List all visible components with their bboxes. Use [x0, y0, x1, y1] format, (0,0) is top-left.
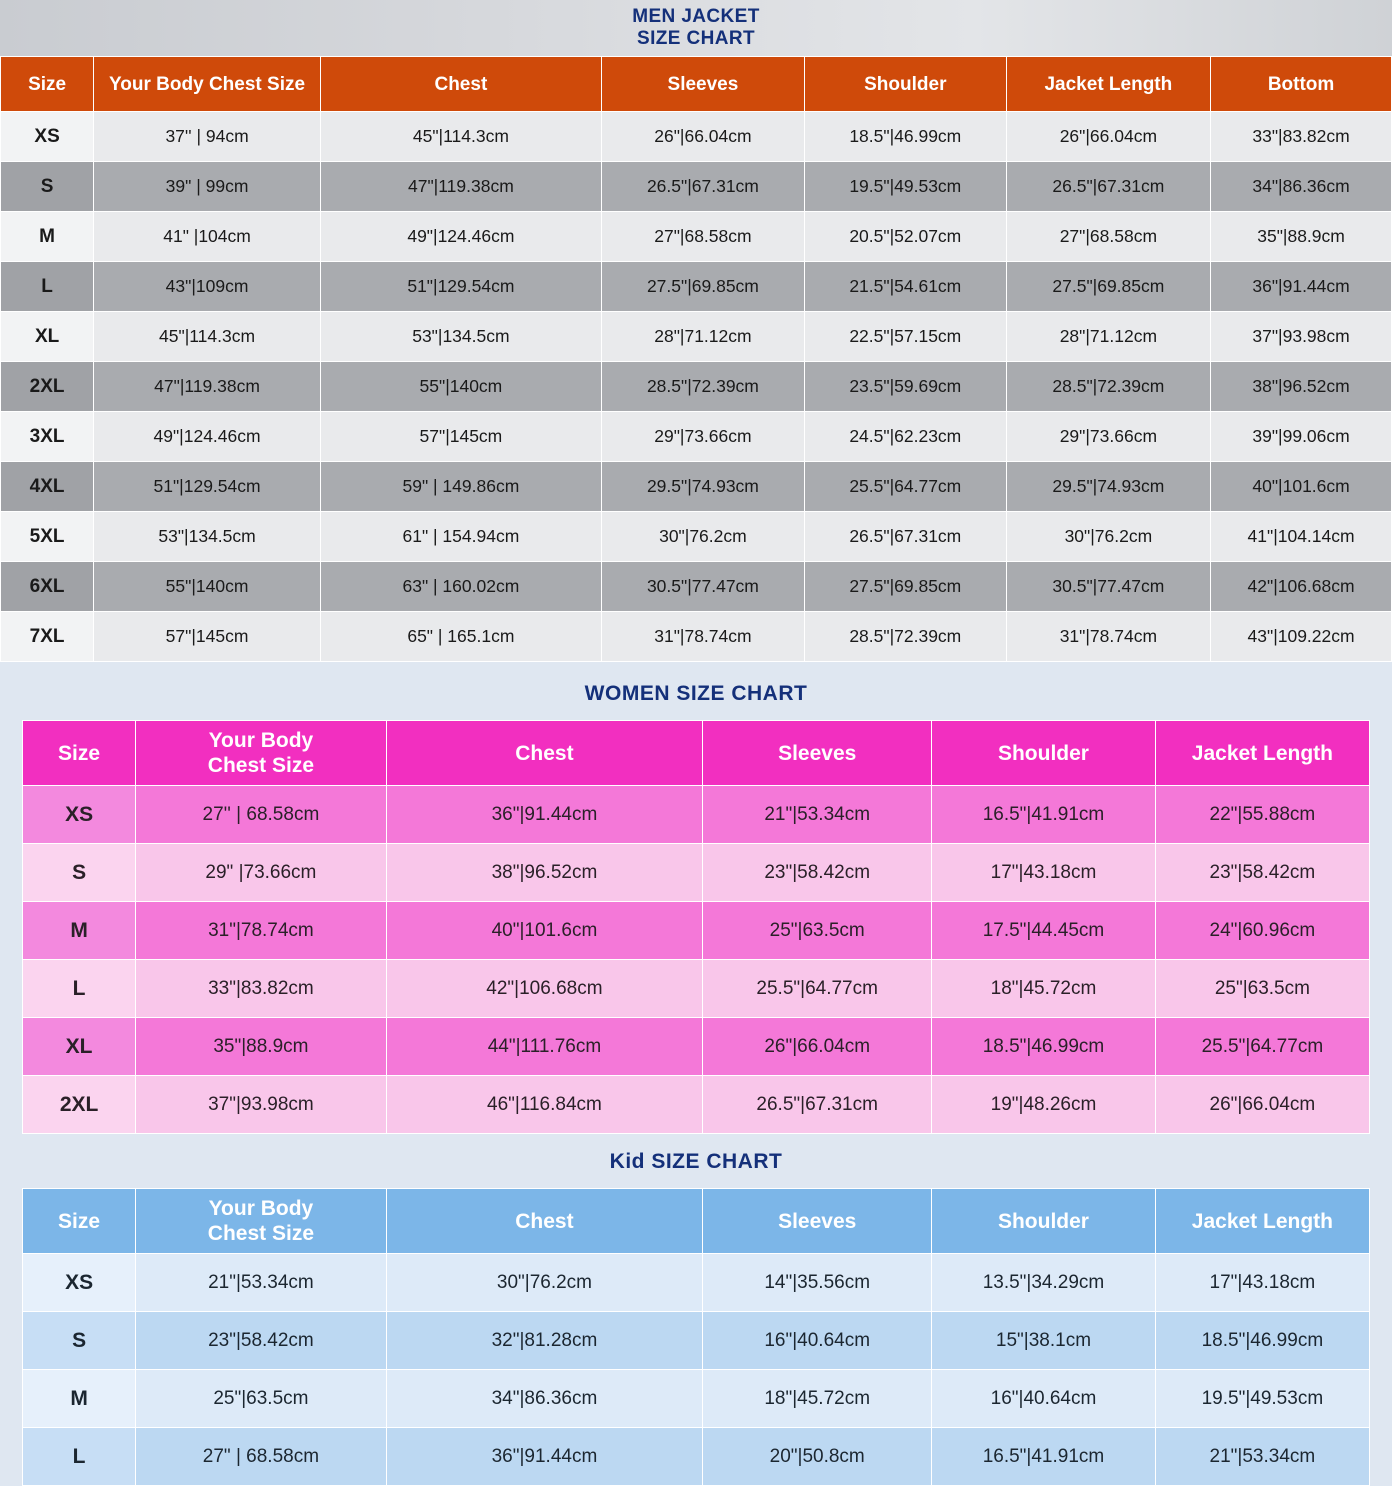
kid-cell-size: L	[23, 1428, 136, 1486]
women-cell-size: M	[23, 902, 136, 960]
women-cell-size: XS	[23, 786, 136, 844]
men-cell-jacket-length: 30.5"|77.47cm	[1006, 562, 1210, 612]
women-cell-sleeves: 26"|66.04cm	[703, 1018, 932, 1076]
men-cell-bottom: 42"|106.68cm	[1211, 562, 1392, 612]
men-cell-sleeves: 29.5"|74.93cm	[601, 462, 804, 512]
men-cell-size: 3XL	[1, 412, 94, 462]
women-cell-size: XL	[23, 1018, 136, 1076]
men-header-body-chest-size: Your Body Chest Size	[94, 57, 321, 112]
kid-table-body	[23, 1254, 1370, 1486]
kid-cell-shoulder: 13.5"|34.29cm	[932, 1254, 1156, 1312]
women-cell-jacket-length: 26"|66.04cm	[1155, 1076, 1369, 1134]
men-cell-chest: 61" | 154.94cm	[320, 512, 601, 562]
women-cell-body-chest: 29" |73.66cm	[136, 844, 387, 902]
men-cell-chest: 51"|129.54cm	[320, 262, 601, 312]
women-cell-sleeves: 26.5"|67.31cm	[703, 1076, 932, 1134]
men-header-jacket-length: Jacket Length	[1006, 57, 1210, 112]
table-row	[23, 1018, 1370, 1076]
kid-cell-body-chest: 25"|63.5cm	[136, 1370, 387, 1428]
men-cell-shoulder: 27.5"|69.85cm	[804, 562, 1006, 612]
men-cell-bottom: 40"|101.6cm	[1211, 462, 1392, 512]
women-cell-sleeves: 25"|63.5cm	[703, 902, 932, 960]
women-cell-jacket-length: 25"|63.5cm	[1155, 960, 1369, 1018]
men-cell-chest: 49"|124.46cm	[320, 212, 601, 262]
women-cell-sleeves: 25.5"|64.77cm	[703, 960, 932, 1018]
women-cell-body-chest: 37"|93.98cm	[136, 1076, 387, 1134]
men-size-table	[0, 56, 1392, 662]
kid-cell-body-chest: 21"|53.34cm	[136, 1254, 387, 1312]
men-cell-jacket-length: 30"|76.2cm	[1006, 512, 1210, 562]
men-table-header-row	[1, 57, 1392, 112]
table-row	[1, 162, 1392, 212]
kid-header-sleeves: Sleeves	[703, 1189, 932, 1254]
men-cell-body-chest: 47"|119.38cm	[94, 362, 321, 412]
women-cell-shoulder: 17.5"|44.45cm	[932, 902, 1156, 960]
kid-header-shoulder: Shoulder	[932, 1189, 1156, 1254]
men-cell-jacket-length: 27.5"|69.85cm	[1006, 262, 1210, 312]
men-cell-sleeves: 29"|73.66cm	[601, 412, 804, 462]
men-cell-jacket-length: 27"|68.58cm	[1006, 212, 1210, 262]
men-cell-chest: 65" | 165.1cm	[320, 612, 601, 662]
men-cell-chest: 63" | 160.02cm	[320, 562, 601, 612]
women-cell-shoulder: 18.5"|46.99cm	[932, 1018, 1156, 1076]
kid-cell-sleeves: 16"|40.64cm	[703, 1312, 932, 1370]
women-header-shoulder: Shoulder	[932, 721, 1156, 786]
women-cell-chest: 38"|96.52cm	[386, 844, 703, 902]
men-cell-size: M	[1, 212, 94, 262]
men-cell-bottom: 33"|83.82cm	[1211, 112, 1392, 162]
men-cell-shoulder: 24.5"|62.23cm	[804, 412, 1006, 462]
women-cell-body-chest: 33"|83.82cm	[136, 960, 387, 1018]
table-row	[1, 412, 1392, 462]
men-cell-size: 6XL	[1, 562, 94, 612]
men-cell-body-chest: 55"|140cm	[94, 562, 321, 612]
women-cell-chest: 36"|91.44cm	[386, 786, 703, 844]
kid-cell-jacket-length: 17"|43.18cm	[1155, 1254, 1369, 1312]
men-cell-sleeves: 27.5"|69.85cm	[601, 262, 804, 312]
men-cell-body-chest: 43"|109cm	[94, 262, 321, 312]
table-row	[23, 1312, 1370, 1370]
women-table-header-row	[23, 721, 1370, 786]
men-cell-shoulder: 22.5"|57.15cm	[804, 312, 1006, 362]
men-header-shoulder: Shoulder	[804, 57, 1006, 112]
kid-cell-body-chest: 27" | 68.58cm	[136, 1428, 387, 1486]
men-header-chest: Chest	[320, 57, 601, 112]
kid-cell-size: S	[23, 1312, 136, 1370]
men-cell-body-chest: 41" |104cm	[94, 212, 321, 262]
men-header-size: Size	[1, 57, 94, 112]
women-header-sleeves: Sleeves	[703, 721, 932, 786]
kid-header-size: Size	[23, 1189, 136, 1254]
women-cell-jacket-length: 23"|58.42cm	[1155, 844, 1369, 902]
men-cell-jacket-length: 31"|78.74cm	[1006, 612, 1210, 662]
men-cell-body-chest: 49"|124.46cm	[94, 412, 321, 462]
men-chart-title-line1: MEN JACKET	[632, 6, 760, 27]
women-size-table	[22, 720, 1370, 1134]
kid-cell-chest: 32"|81.28cm	[386, 1312, 703, 1370]
kid-cell-body-chest: 23"|58.42cm	[136, 1312, 387, 1370]
women-header-chest: Chest	[386, 721, 703, 786]
women-cell-chest: 44"|111.76cm	[386, 1018, 703, 1076]
men-cell-bottom: 37"|93.98cm	[1211, 312, 1392, 362]
table-row	[1, 512, 1392, 562]
women-chart-title: WOMEN SIZE CHART	[584, 682, 808, 705]
men-cell-bottom: 41"|104.14cm	[1211, 512, 1392, 562]
men-cell-body-chest: 53"|134.5cm	[94, 512, 321, 562]
kid-cell-chest: 36"|91.44cm	[386, 1428, 703, 1486]
women-cell-size: L	[23, 960, 136, 1018]
table-row	[23, 844, 1370, 902]
table-row	[23, 960, 1370, 1018]
women-cell-size: S	[23, 844, 136, 902]
men-cell-sleeves: 30"|76.2cm	[601, 512, 804, 562]
men-cell-jacket-length: 28.5"|72.39cm	[1006, 362, 1210, 412]
women-cell-body-chest: 35"|88.9cm	[136, 1018, 387, 1076]
men-cell-shoulder: 25.5"|64.77cm	[804, 462, 1006, 512]
table-row	[1, 262, 1392, 312]
men-cell-jacket-length: 28"|71.12cm	[1006, 312, 1210, 362]
women-cell-shoulder: 19"|48.26cm	[932, 1076, 1156, 1134]
men-cell-shoulder: 20.5"|52.07cm	[804, 212, 1006, 262]
men-cell-chest: 55"|140cm	[320, 362, 601, 412]
table-row	[1, 112, 1392, 162]
table-row	[23, 786, 1370, 844]
table-row	[1, 562, 1392, 612]
kid-header-chest: Chest	[386, 1189, 703, 1254]
men-cell-chest: 47"|119.38cm	[320, 162, 601, 212]
men-cell-body-chest: 51"|129.54cm	[94, 462, 321, 512]
kid-cell-size: M	[23, 1370, 136, 1428]
men-cell-size: L	[1, 262, 94, 312]
men-cell-size: S	[1, 162, 94, 212]
kid-cell-shoulder: 16.5"|41.91cm	[932, 1428, 1156, 1486]
men-header-sleeves: Sleeves	[601, 57, 804, 112]
table-row	[23, 1254, 1370, 1312]
women-cell-body-chest: 27'' | 68.58cm	[136, 786, 387, 844]
kid-cell-jacket-length: 18.5"|46.99cm	[1155, 1312, 1369, 1370]
kid-cell-chest: 34"|86.36cm	[386, 1370, 703, 1428]
men-cell-size: 7XL	[1, 612, 94, 662]
women-size-chart-section	[0, 662, 1392, 1134]
men-cell-shoulder: 19.5"|49.53cm	[804, 162, 1006, 212]
kid-size-table	[22, 1188, 1370, 1486]
men-cell-chest: 57"|145cm	[320, 412, 601, 462]
men-header-bottom: Bottom	[1211, 57, 1392, 112]
men-cell-body-chest: 39" | 99cm	[94, 162, 321, 212]
men-cell-size: XS	[1, 112, 94, 162]
men-cell-sleeves: 26.5"|67.31cm	[601, 162, 804, 212]
table-row	[1, 362, 1392, 412]
kid-cell-sleeves: 14"|35.56cm	[703, 1254, 932, 1312]
kid-cell-shoulder: 16"|40.64cm	[932, 1370, 1156, 1428]
men-cell-sleeves: 31"|78.74cm	[601, 612, 804, 662]
men-cell-bottom: 36"|91.44cm	[1211, 262, 1392, 312]
men-cell-jacket-length: 29.5"|74.93cm	[1006, 462, 1210, 512]
men-cell-shoulder: 26.5"|67.31cm	[804, 512, 1006, 562]
kid-header-body-chest-size	[136, 1189, 387, 1254]
women-cell-jacket-length: 22"|55.88cm	[1155, 786, 1369, 844]
men-cell-size: 5XL	[1, 512, 94, 562]
women-cell-shoulder: 16.5"|41.91cm	[932, 786, 1156, 844]
men-chart-title-line2: SIZE CHART	[637, 28, 755, 49]
women-cell-sleeves: 21"|53.34cm	[703, 786, 932, 844]
men-cell-body-chest: 45"|114.3cm	[94, 312, 321, 362]
table-row	[1, 612, 1392, 662]
women-cell-shoulder: 17"|43.18cm	[932, 844, 1156, 902]
men-size-chart-section	[0, 0, 1392, 662]
women-header-body-chest-size	[136, 721, 387, 786]
men-table-body	[1, 112, 1392, 662]
men-cell-sleeves: 27"|68.58cm	[601, 212, 804, 262]
men-cell-bottom: 34"|86.36cm	[1211, 162, 1392, 212]
men-cell-shoulder: 23.5"|59.69cm	[804, 362, 1006, 412]
men-cell-jacket-length: 26"|66.04cm	[1006, 112, 1210, 162]
men-cell-bottom: 38"|96.52cm	[1211, 362, 1392, 412]
men-cell-body-chest: 37'' | 94cm	[94, 112, 321, 162]
kid-cell-sleeves: 20"|50.8cm	[703, 1428, 932, 1486]
kid-cell-size: XS	[23, 1254, 136, 1312]
men-cell-jacket-length: 29"|73.66cm	[1006, 412, 1210, 462]
men-cell-sleeves: 28"|71.12cm	[601, 312, 804, 362]
women-cell-body-chest: 31"|78.74cm	[136, 902, 387, 960]
kid-cell-jacket-length: 21"|53.34cm	[1155, 1428, 1369, 1486]
women-cell-shoulder: 18"|45.72cm	[932, 960, 1156, 1018]
men-cell-sleeves: 28.5"|72.39cm	[601, 362, 804, 412]
kid-cell-sleeves: 18"|45.72cm	[703, 1370, 932, 1428]
men-cell-chest: 45"|114.3cm	[320, 112, 601, 162]
kid-cell-chest: 30"|76.2cm	[386, 1254, 703, 1312]
men-cell-sleeves: 26"|66.04cm	[601, 112, 804, 162]
men-cell-bottom: 39"|99.06cm	[1211, 412, 1392, 462]
kid-header-body-chest-line2: Chest Size	[207, 1222, 314, 1245]
men-cell-jacket-length: 26.5"|67.31cm	[1006, 162, 1210, 212]
kid-header-jacket-length: Jacket Length	[1155, 1189, 1369, 1254]
men-cell-size: XL	[1, 312, 94, 362]
women-table-body	[23, 786, 1370, 1134]
women-header-size: Size	[23, 721, 136, 786]
men-cell-shoulder: 18.5"|46.99cm	[804, 112, 1006, 162]
men-cell-sleeves: 30.5"|77.47cm	[601, 562, 804, 612]
kid-cell-shoulder: 15"|38.1cm	[932, 1312, 1156, 1370]
table-row	[1, 462, 1392, 512]
table-row	[23, 1428, 1370, 1486]
men-cell-chest: 59" | 149.86cm	[320, 462, 601, 512]
women-cell-chest: 46"|116.84cm	[386, 1076, 703, 1134]
table-row	[1, 212, 1392, 262]
women-cell-size: 2XL	[23, 1076, 136, 1134]
women-header-body-chest-line1: Your Body	[208, 729, 314, 752]
table-row	[1, 312, 1392, 362]
men-cell-chest: 53"|134.5cm	[320, 312, 601, 362]
men-cell-size: 4XL	[1, 462, 94, 512]
women-cell-sleeves: 23"|58.42cm	[703, 844, 932, 902]
men-chart-title	[0, 6, 1392, 50]
women-cell-chest: 42"|106.68cm	[386, 960, 703, 1018]
table-row	[23, 902, 1370, 960]
men-cell-bottom: 43"|109.22cm	[1211, 612, 1392, 662]
men-cell-size: 2XL	[1, 362, 94, 412]
men-cell-body-chest: 57"|145cm	[94, 612, 321, 662]
kid-chart-title: Kid SIZE CHART	[609, 1150, 783, 1173]
table-row	[23, 1076, 1370, 1134]
kid-size-chart-section	[0, 1134, 1392, 1486]
men-cell-bottom: 35"|88.9cm	[1211, 212, 1392, 262]
kid-cell-jacket-length: 19.5"|49.53cm	[1155, 1370, 1369, 1428]
women-header-jacket-length: Jacket Length	[1155, 721, 1369, 786]
women-cell-jacket-length: 24"|60.96cm	[1155, 902, 1369, 960]
women-cell-chest: 40"|101.6cm	[386, 902, 703, 960]
table-row	[23, 1370, 1370, 1428]
women-cell-jacket-length: 25.5"|64.77cm	[1155, 1018, 1369, 1076]
men-cell-shoulder: 28.5"|72.39cm	[804, 612, 1006, 662]
kid-header-body-chest-line1: Your Body	[208, 1197, 314, 1220]
men-cell-shoulder: 21.5"|54.61cm	[804, 262, 1006, 312]
women-header-body-chest-line2: Chest Size	[207, 754, 314, 777]
kid-table-header-row	[23, 1189, 1370, 1254]
